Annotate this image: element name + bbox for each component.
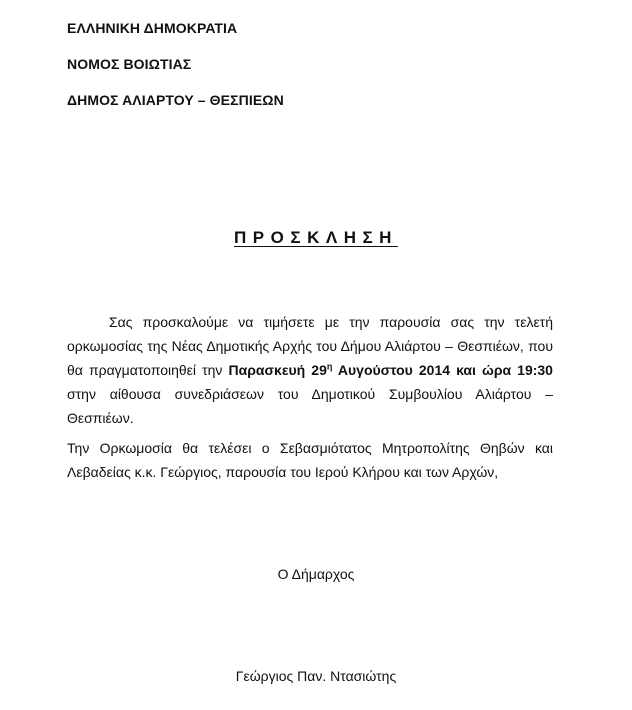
invitation-paragraph — [67, 310, 553, 430]
header-prefecture: ΝΟΜΟΣ ΒΟΙΩΤΙΑΣ — [67, 56, 192, 72]
header-municipality: ΔΗΜΟΣ ΑΛΙΑΡΤΟΥ – ΘΕΣΠΙΕΩΝ — [67, 92, 284, 108]
event-month-time: Αυγούστου 2014 και ώρα 19:30 — [332, 362, 553, 378]
document-title — [0, 228, 632, 248]
event-day: Παρασκευή 29 — [228, 362, 327, 378]
header-country: ΕΛΛΗΝΙΚΗ ΔΗΜΟΚΡΑΤΙΑ — [67, 20, 238, 36]
signature-name: Γεώργιος Παν. Ντασιώτης — [235, 668, 397, 684]
ordinal-suffix: η — [326, 361, 333, 372]
event-date — [229, 362, 553, 378]
signature-role: Ο Δήμαρχος — [277, 566, 355, 582]
document-title-text: ΠΡΟΣΚΛΗΣΗ — [234, 228, 398, 247]
paragraph-intro: Σας προσκαλούμε να τιμήσετε με την παρουσία σας την τελετή ορκωμοσίας της Νέας Δημοτικής Αρχής του Δήμου Αλιάρτου – Θεσπιέων, που θα πραγματοποιηθεί την — [67, 314, 553, 378]
paragraph-location: στην αίθουσα συνεδριάσεων του Δημοτικού Συμβουλίου Αλιάρτου – Θεσπιέων. — [67, 386, 553, 426]
ceremony-paragraph: Την Ορκωμοσία θα τελέσει ο Σεβασμιότατος Μητροπολίτης Θηβών και Λεβαδείας κ.κ. Γεώργιος, παρουσία του Ιερού Κλήρου και των Αρχών, — [67, 440, 553, 480]
